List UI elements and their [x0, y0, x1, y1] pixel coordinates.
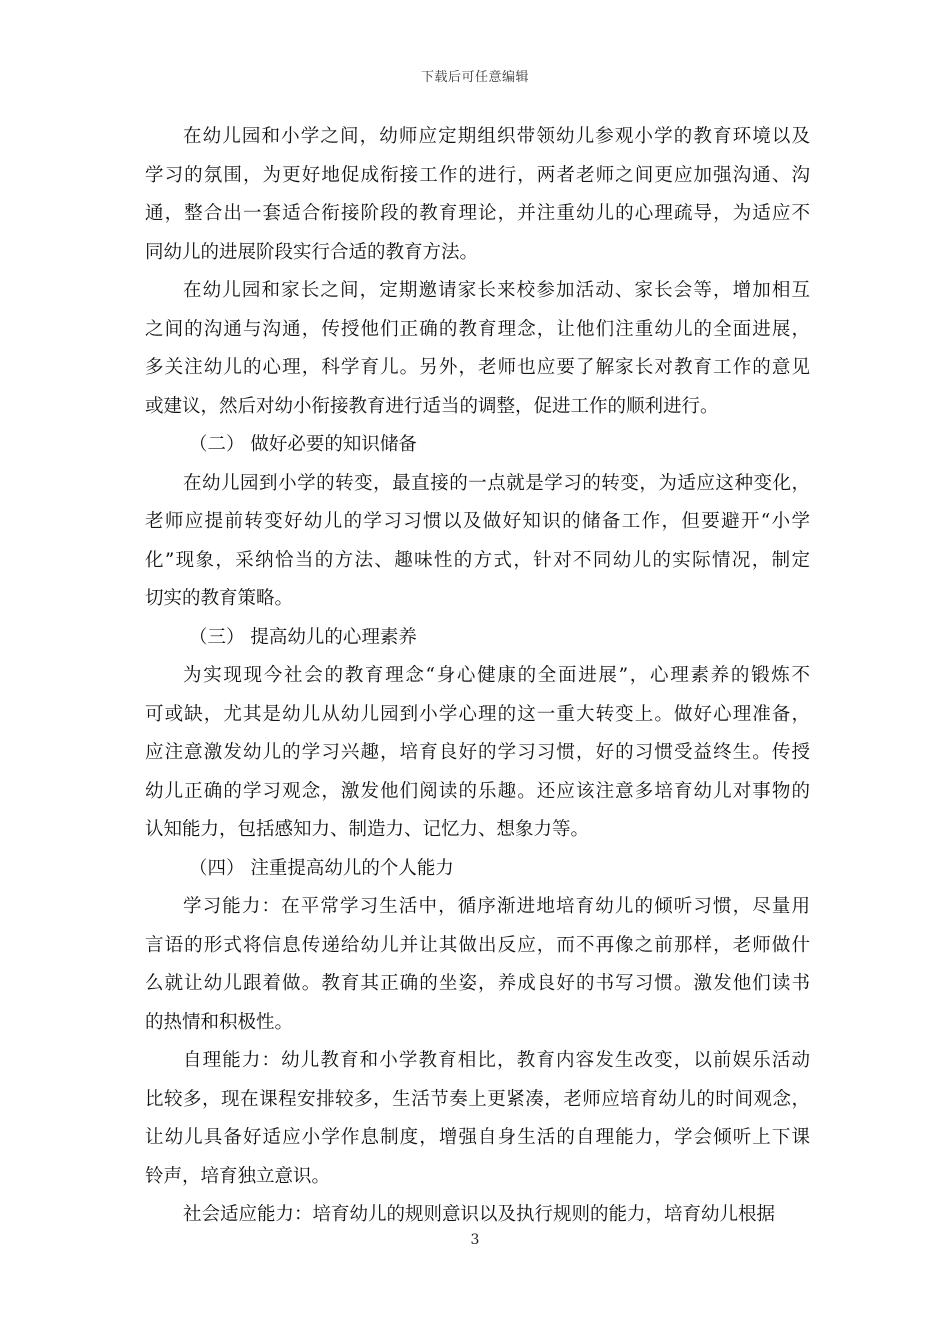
page-header: 下载后可任意编辑: [420, 70, 529, 85]
paragraph-line: 认知能力，包括感知力、制造力、记忆力、想象力等。: [145, 819, 590, 840]
section-heading: （四） 注重提高幼儿的个人能力: [189, 857, 454, 879]
paragraph-line: 可或缺，尤其是幼儿从幼儿园到小学心理的这一重大转变上。做好心理准备，: [145, 703, 810, 725]
paragraph-line: 切实的教育策略。: [145, 588, 294, 609]
paragraph-line: 多关注幼儿的心理，科学育儿。另外，老师也应要了解家长对教育工作的意见: [145, 357, 810, 378]
paragraph-line: 言语的形式将信息传递给幼儿并让其做出反应，而不再像之前那样，老师做什: [145, 934, 810, 956]
paragraph-line: 学习能力：在平常学习生活中，循序渐进地培育幼儿的倾听习惯，尽量用: [183, 896, 810, 917]
paragraph-line: 的热情和积极性。: [145, 1011, 294, 1033]
paragraph-line: 铃声，培育独立意识。: [145, 1165, 331, 1187]
paragraph-line: 学习的氛围，为更好地促成衔接工作的进行，两者老师之间更应加强沟通、沟: [145, 164, 810, 186]
paragraph-line: 在幼儿园和家长之间，定期邀请家长来校参加活动、家长会等，增加相互: [183, 280, 810, 301]
page-number: 3: [470, 1232, 480, 1248]
paragraph-line: 通，整合出一套适合衔接阶段的教育理论，并注重幼儿的心理疏导，为适应不: [145, 203, 810, 224]
paragraph-line: 比较多，现在课程安排较多，生活节奏上更紧凑，老师应培育幼儿的时间观念，: [145, 1088, 810, 1110]
paragraph-line: 社会适应能力：培育幼儿的规则意识以及执行规则的能力，培育幼儿根据: [183, 1204, 776, 1225]
paragraph-line: 在幼儿园到小学的转变，最直接的一点就是学习的转变，为适应这种变化，: [183, 472, 810, 494]
paragraph-line: 在幼儿园和小学之间，幼师应定期组织带领幼儿参观小学的教育环境以及: [183, 126, 810, 147]
paragraph-line: 让幼儿具备好适应小学作息制度，增强自身生活的自理能力，学会倾听上下课: [145, 1127, 810, 1148]
section-heading: （二） 做好必要的知识储备: [189, 434, 417, 455]
paragraph-line: 之间的沟通与沟通，传授他们正确的教育理念，让他们注重幼儿的全面进展，: [145, 318, 810, 340]
paragraph-line: 为实现现今社会的教育理念“身心健康的全面进展”，心理素养的锻炼不: [183, 665, 810, 686]
paragraph-line: 么就让幼儿跟着做。教育其正确的坐姿，养成良好的书写习惯。激发他们读书: [145, 973, 810, 994]
paragraph-line: 应注意激发幼儿的学习兴趣，培育良好的学习习惯，好的习惯受益终生。传授: [145, 742, 810, 763]
paragraph-line: 老师应提前转变好幼儿的学习习惯以及做好知识的储备工作，但要避开“小学: [145, 511, 810, 532]
paragraph-line: 幼儿正确的学习观念，激发他们阅读的乐趣。还应该注意多培育幼儿对事物的: [145, 780, 810, 802]
paragraph-line: 自理能力：幼儿教育和小学教育相比，教育内容发生改变，以前娱乐活动: [183, 1050, 810, 1071]
section-heading: （三） 提高幼儿的心理素养: [189, 626, 417, 648]
paragraph-line: 同幼儿的进展阶段实行合适的教育方法。: [145, 241, 479, 263]
document-body: [145, 118, 810, 1235]
paragraph-line: 化”现象，采纳恰当的方法、趣味性的方式，针对不同幼儿的实际情况，制定: [145, 549, 810, 571]
paragraph-line: 或建议，然后对幼小衔接教育进行适当的调整，促进工作的顺利进行。: [145, 395, 719, 417]
